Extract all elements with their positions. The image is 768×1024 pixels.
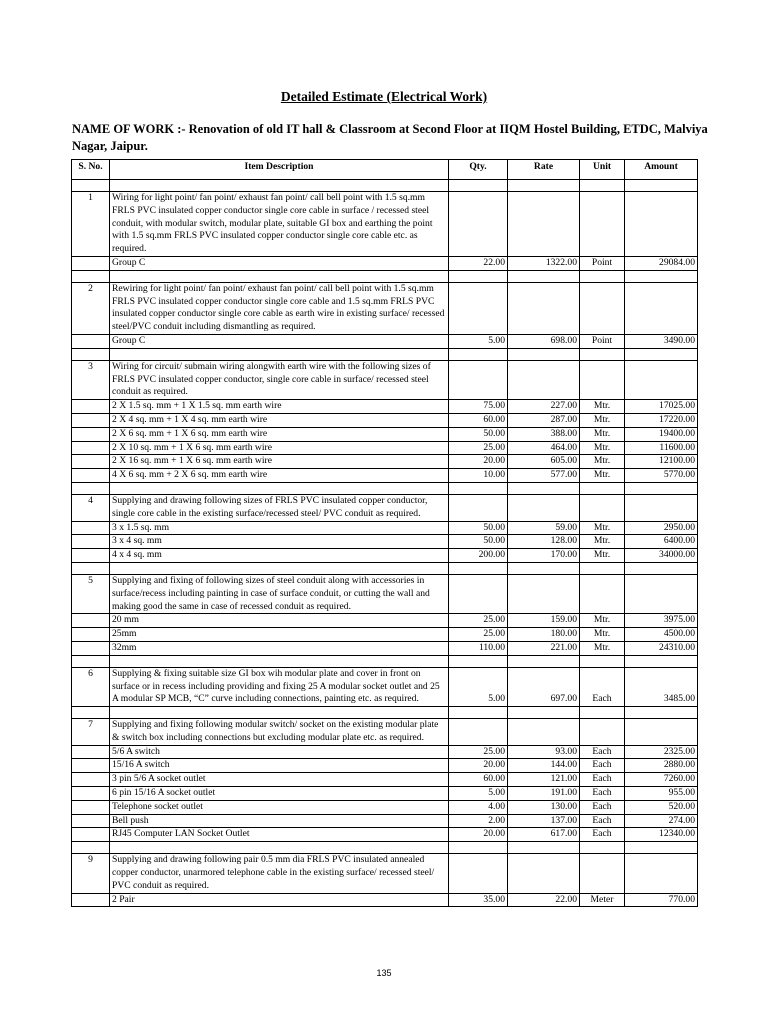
empty-cell	[449, 494, 508, 521]
sub-item-unit: Mtr.	[580, 521, 625, 535]
spacer-cell	[580, 655, 625, 667]
spacer-cell	[110, 707, 449, 719]
sub-item-row	[72, 787, 698, 801]
spacer-cell	[580, 270, 625, 282]
sub-item-qty: 50.00	[449, 427, 508, 441]
spacer-row	[72, 348, 698, 360]
sub-item-amount: 2880.00	[625, 759, 698, 773]
empty-cell	[580, 574, 625, 613]
spacer-cell	[580, 562, 625, 574]
spacer-cell	[449, 180, 508, 192]
sub-item-description: Group C	[110, 334, 449, 348]
item-sno: 4	[72, 494, 110, 521]
sub-item-unit: Mtr.	[580, 641, 625, 655]
sub-item-sno	[72, 455, 110, 469]
sub-item-amount: 6400.00	[625, 535, 698, 549]
spacer-cell	[72, 270, 110, 282]
spacer-cell	[110, 562, 449, 574]
sub-item-sno	[72, 535, 110, 549]
header-qty: Qty.	[449, 160, 508, 180]
sub-item-row	[72, 413, 698, 427]
sub-item-rate: 388.00	[508, 427, 580, 441]
spacer-cell	[580, 482, 625, 494]
sub-item-row	[72, 549, 698, 563]
sub-item-row	[72, 400, 698, 414]
header-rate: Rate	[508, 160, 580, 180]
empty-cell	[449, 854, 508, 893]
sub-item-sno	[72, 773, 110, 787]
header-item-description: Item Description	[110, 160, 449, 180]
sub-item-rate: 93.00	[508, 745, 580, 759]
sub-item-description: 25mm	[110, 628, 449, 642]
spacer-cell	[110, 180, 449, 192]
spacer-cell	[449, 482, 508, 494]
item-description: Supplying and drawing following sizes of FRLS PVC insulated copper conductor, single core cable in the existing surface/recessed steel/ PVC conduit as required.	[110, 494, 449, 521]
sub-item-description: 3 pin 5/6 A socket outlet	[110, 773, 449, 787]
sub-item-qty: 2.00	[449, 814, 508, 828]
sub-item-row	[72, 628, 698, 642]
item-description: Rewiring for light point/ fan point/ exhaust fan point/ call bell point with 1.5 sq.mm FRLS PVC insulated copper conductor single core cable and 1.5 sq.mm FRLS PVC insulated copper conductor single core cable as earth wire in existing surface/ recessed steel/PVC conduit including dismantling as required.	[110, 282, 449, 334]
sub-item-unit: Mtr.	[580, 400, 625, 414]
sub-item-description: 6 pin 15/16 A socket outlet	[110, 787, 449, 801]
sub-item-unit: Mtr.	[580, 549, 625, 563]
spacer-row	[72, 180, 698, 192]
sub-item-amount: 12100.00	[625, 455, 698, 469]
item-sno: 7	[72, 719, 110, 746]
sub-item-description: Bell push	[110, 814, 449, 828]
sub-item-sno	[72, 641, 110, 655]
sub-item-amount: 2950.00	[625, 521, 698, 535]
sub-item-amount: 12340.00	[625, 828, 698, 842]
item-row	[72, 719, 698, 746]
spacer-row	[72, 270, 698, 282]
empty-cell	[580, 192, 625, 257]
item-description: Supplying and fixing following modular switch/ socket on the existing modular plate & switch box including connections but excluding modular plate etc. as required.	[110, 719, 449, 746]
sub-item-rate: 170.00	[508, 549, 580, 563]
spacer-cell	[580, 842, 625, 854]
sub-item-sno	[72, 256, 110, 270]
sub-item-description: 20 mm	[110, 614, 449, 628]
sub-item-amount: 4500.00	[625, 628, 698, 642]
sub-item-rate: 577.00	[508, 469, 580, 483]
spacer-cell	[110, 842, 449, 854]
sub-item-qty: 20.00	[449, 759, 508, 773]
sub-item-qty: 200.00	[449, 549, 508, 563]
empty-cell	[508, 494, 580, 521]
item-description: Wiring for circuit/ submain wiring alongwith earth wire with the following sizes of FRLS PVC insulated copper conductor, single core cable in surface/ recessed steel conduit as required.	[110, 360, 449, 399]
empty-cell	[508, 282, 580, 334]
item-sno: 1	[72, 192, 110, 257]
spacer-cell	[508, 562, 580, 574]
item-row	[72, 282, 698, 334]
sub-item-row	[72, 828, 698, 842]
name-of-work: NAME OF WORK :- Renovation of old IT hall & Classroom at Second Floor at IIQM Hostel Building, ETDC, Malviya Nagar, Jaipur.	[72, 122, 708, 153]
sub-item-unit: Mtr.	[580, 427, 625, 441]
sub-item-sno	[72, 800, 110, 814]
sub-item-amount: 24310.00	[625, 641, 698, 655]
item-description: Supplying and drawing following pair 0.5 mm dia FRLS PVC insulated annealed copper conductor, unarmored telephone cable in the existing surface/ recessed steel/ PVC conduit as required.	[110, 854, 449, 893]
sub-item-unit: Each	[580, 787, 625, 801]
sub-item-amount: 955.00	[625, 787, 698, 801]
sub-item-unit: Meter	[580, 893, 625, 907]
sub-item-unit: Each	[580, 828, 625, 842]
item-sno: 3	[72, 360, 110, 399]
sub-item-row	[72, 759, 698, 773]
sub-item-description: 2 X 10 sq. mm + 1 X 6 sq. mm earth wire	[110, 441, 449, 455]
sub-item-row	[72, 745, 698, 759]
spacer-cell	[625, 562, 698, 574]
spacer-row	[72, 707, 698, 719]
sub-item-rate: 617.00	[508, 828, 580, 842]
spacer-row	[72, 655, 698, 667]
item-unit: Each	[580, 667, 625, 706]
empty-cell	[508, 192, 580, 257]
sub-item-rate: 59.00	[508, 521, 580, 535]
sub-item-amount: 19400.00	[625, 427, 698, 441]
item-sno: 9	[72, 854, 110, 893]
spacer-cell	[508, 707, 580, 719]
empty-cell	[449, 282, 508, 334]
page-title: Detailed Estimate (Electrical Work)	[280, 89, 488, 104]
sub-item-rate: 137.00	[508, 814, 580, 828]
sub-item-description: Group C	[110, 256, 449, 270]
item-row	[72, 854, 698, 893]
empty-cell	[508, 574, 580, 613]
empty-cell	[625, 494, 698, 521]
spacer-cell	[508, 180, 580, 192]
sub-item-amount: 11600.00	[625, 441, 698, 455]
sub-item-sno	[72, 745, 110, 759]
item-row	[72, 192, 698, 257]
sub-item-amount: 17025.00	[625, 400, 698, 414]
empty-cell	[625, 719, 698, 746]
spacer-cell	[72, 562, 110, 574]
spacer-cell	[72, 180, 110, 192]
empty-cell	[580, 854, 625, 893]
sub-item-description: 2 X 16 sq. mm + 1 X 6 sq. mm earth wire	[110, 455, 449, 469]
sub-item-amount: 34000.00	[625, 549, 698, 563]
sub-item-unit: Each	[580, 800, 625, 814]
sub-item-row	[72, 455, 698, 469]
sub-item-sno	[72, 469, 110, 483]
sub-item-row	[72, 427, 698, 441]
sub-item-sno	[72, 787, 110, 801]
spacer-cell	[72, 842, 110, 854]
sub-item-rate: 221.00	[508, 641, 580, 655]
sub-item-rate: 22.00	[508, 893, 580, 907]
sub-item-rate: 1322.00	[508, 256, 580, 270]
sub-item-sno	[72, 521, 110, 535]
sub-item-qty: 20.00	[449, 455, 508, 469]
empty-cell	[625, 854, 698, 893]
item-sno: 2	[72, 282, 110, 334]
sub-item-rate: 605.00	[508, 455, 580, 469]
sub-item-unit: Each	[580, 759, 625, 773]
empty-cell	[625, 192, 698, 257]
sub-item-unit: Mtr.	[580, 535, 625, 549]
spacer-cell	[72, 482, 110, 494]
sub-item-qty: 25.00	[449, 745, 508, 759]
sub-item-unit: Point	[580, 334, 625, 348]
spacer-cell	[449, 348, 508, 360]
sub-item-rate: 128.00	[508, 535, 580, 549]
sub-item-qty: 60.00	[449, 773, 508, 787]
sub-item-description: RJ45 Computer LAN Socket Outlet	[110, 828, 449, 842]
item-row	[72, 574, 698, 613]
sub-item-qty: 25.00	[449, 441, 508, 455]
spacer-cell	[625, 707, 698, 719]
item-qty: 5.00	[449, 667, 508, 706]
sub-item-row	[72, 800, 698, 814]
item-amount: 3485.00	[625, 667, 698, 706]
sub-item-row	[72, 256, 698, 270]
table-header-row	[72, 160, 698, 180]
empty-cell	[508, 719, 580, 746]
spacer-cell	[625, 482, 698, 494]
spacer-cell	[449, 270, 508, 282]
sub-item-qty: 25.00	[449, 628, 508, 642]
sub-item-amount: 17220.00	[625, 413, 698, 427]
item-sno: 6	[72, 667, 110, 706]
spacer-cell	[449, 707, 508, 719]
sub-item-rate: 227.00	[508, 400, 580, 414]
sub-item-row	[72, 469, 698, 483]
sub-item-amount: 7260.00	[625, 773, 698, 787]
sub-item-unit: Mtr.	[580, 441, 625, 455]
sub-item-sno	[72, 413, 110, 427]
sub-item-rate: 121.00	[508, 773, 580, 787]
spacer-row	[72, 482, 698, 494]
spacer-cell	[508, 842, 580, 854]
sub-item-qty: 5.00	[449, 334, 508, 348]
spacer-cell	[625, 655, 698, 667]
sub-item-sno	[72, 334, 110, 348]
empty-cell	[508, 360, 580, 399]
estimate-table-body	[72, 180, 698, 907]
sub-item-sno	[72, 759, 110, 773]
sub-item-rate: 144.00	[508, 759, 580, 773]
sub-item-row	[72, 814, 698, 828]
sub-item-description: 4 x 4 sq. mm	[110, 549, 449, 563]
sub-item-description: 2 Pair	[110, 893, 449, 907]
sub-item-unit: Mtr.	[580, 455, 625, 469]
item-description: Supplying and fixing of following sizes of steel conduit along with accessories in surface/recess including painting in case of surface conduit, or cutting the wall and making good the same in case of recessed conduit as required.	[110, 574, 449, 613]
empty-cell	[449, 360, 508, 399]
sub-item-qty: 60.00	[449, 413, 508, 427]
sub-item-description: 32mm	[110, 641, 449, 655]
sub-item-sno	[72, 549, 110, 563]
sub-item-amount: 3490.00	[625, 334, 698, 348]
sub-item-description: 2 X 6 sq. mm + 1 X 6 sq. mm earth wire	[110, 427, 449, 441]
sub-item-sno	[72, 427, 110, 441]
spacer-cell	[625, 180, 698, 192]
spacer-cell	[508, 655, 580, 667]
sub-item-description: 3 x 4 sq. mm	[110, 535, 449, 549]
spacer-cell	[72, 655, 110, 667]
sub-item-row	[72, 521, 698, 535]
item-row	[72, 667, 698, 706]
sub-item-row	[72, 535, 698, 549]
sub-item-row	[72, 441, 698, 455]
sub-item-sno	[72, 628, 110, 642]
sub-item-description: 15/16 A switch	[110, 759, 449, 773]
spacer-cell	[580, 180, 625, 192]
sub-item-qty: 75.00	[449, 400, 508, 414]
sub-item-unit: Mtr.	[580, 413, 625, 427]
empty-cell	[580, 494, 625, 521]
item-description: Wiring for light point/ fan point/ exhaust fan point/ call bell point with 1.5 sq.mm FRLS PVC insulated copper conductor single core cable in surface / recessed steel conduit, with modular switch, modular plate, suitable GI box and earthing the point with 1.5 sq.mm FRLS PVC insulated copper conductor single core cable etc. as required.	[110, 192, 449, 257]
sub-item-unit: Point	[580, 256, 625, 270]
estimate-table	[71, 159, 698, 907]
header-amount: Amount	[625, 160, 698, 180]
sub-item-sno	[72, 828, 110, 842]
sub-item-qty: 35.00	[449, 893, 508, 907]
spacer-cell	[449, 842, 508, 854]
empty-cell	[449, 719, 508, 746]
empty-cell	[625, 574, 698, 613]
empty-cell	[449, 192, 508, 257]
header-unit: Unit	[580, 160, 625, 180]
sub-item-description: 2 X 1.5 sq. mm + 1 X 1.5 sq. mm earth wire	[110, 400, 449, 414]
sub-item-unit: Each	[580, 814, 625, 828]
sub-item-rate: 130.00	[508, 800, 580, 814]
header-sno: S. No.	[72, 160, 110, 180]
spacer-cell	[110, 655, 449, 667]
sub-item-sno	[72, 614, 110, 628]
sub-item-row	[72, 614, 698, 628]
spacer-row	[72, 842, 698, 854]
sub-item-rate: 159.00	[508, 614, 580, 628]
spacer-cell	[625, 270, 698, 282]
sub-item-qty: 20.00	[449, 828, 508, 842]
sub-item-amount: 520.00	[625, 800, 698, 814]
empty-cell	[449, 574, 508, 613]
sub-item-sno	[72, 893, 110, 907]
sub-item-rate: 180.00	[508, 628, 580, 642]
sub-item-unit: Mtr.	[580, 469, 625, 483]
sub-item-qty: 22.00	[449, 256, 508, 270]
sub-item-sno	[72, 400, 110, 414]
spacer-cell	[72, 348, 110, 360]
sub-item-rate: 287.00	[508, 413, 580, 427]
sub-item-amount: 29084.00	[625, 256, 698, 270]
sub-item-qty: 50.00	[449, 521, 508, 535]
empty-cell	[508, 854, 580, 893]
sub-item-qty: 10.00	[449, 469, 508, 483]
sub-item-unit: Each	[580, 773, 625, 787]
sub-item-sno	[72, 814, 110, 828]
sub-item-description: 5/6 A switch	[110, 745, 449, 759]
spacer-cell	[508, 270, 580, 282]
sub-item-row	[72, 773, 698, 787]
page-number: 135	[376, 968, 392, 978]
sub-item-row	[72, 641, 698, 655]
spacer-cell	[449, 655, 508, 667]
sub-item-qty: 4.00	[449, 800, 508, 814]
item-row	[72, 494, 698, 521]
spacer-cell	[110, 482, 449, 494]
sub-item-qty: 110.00	[449, 641, 508, 655]
item-rate: 697.00	[508, 667, 580, 706]
sub-item-amount: 770.00	[625, 893, 698, 907]
sub-item-qty: 50.00	[449, 535, 508, 549]
spacer-cell	[72, 707, 110, 719]
empty-cell	[580, 719, 625, 746]
sub-item-unit: Mtr.	[580, 628, 625, 642]
sub-item-rate: 464.00	[508, 441, 580, 455]
empty-cell	[625, 360, 698, 399]
sub-item-amount: 2325.00	[625, 745, 698, 759]
spacer-cell	[625, 842, 698, 854]
spacer-cell	[580, 707, 625, 719]
sub-item-unit: Each	[580, 745, 625, 759]
sub-item-qty: 25.00	[449, 614, 508, 628]
sub-item-rate: 698.00	[508, 334, 580, 348]
empty-cell	[580, 360, 625, 399]
item-sno: 5	[72, 574, 110, 613]
empty-cell	[625, 282, 698, 334]
sub-item-amount: 5770.00	[625, 469, 698, 483]
spacer-cell	[110, 348, 449, 360]
sub-item-row	[72, 893, 698, 907]
sub-item-qty: 5.00	[449, 787, 508, 801]
item-row	[72, 360, 698, 399]
sub-item-amount: 274.00	[625, 814, 698, 828]
spacer-cell	[449, 562, 508, 574]
spacer-cell	[110, 270, 449, 282]
spacer-row	[72, 562, 698, 574]
sub-item-sno	[72, 441, 110, 455]
sub-item-unit: Mtr.	[580, 614, 625, 628]
spacer-cell	[508, 348, 580, 360]
spacer-cell	[508, 482, 580, 494]
sub-item-rate: 191.00	[508, 787, 580, 801]
item-description: Supplying & fixing suitable size GI box wih modular plate and cover in front on surface or in recess including providing and fixing 25 A modular socket outlet and 25 A modular SP MCB, “C” curve including connections, painting etc. as required.	[110, 667, 449, 706]
sub-item-description: Telephone socket outlet	[110, 800, 449, 814]
sub-item-description: 3 x 1.5 sq. mm	[110, 521, 449, 535]
spacer-cell	[580, 348, 625, 360]
sub-item-row	[72, 334, 698, 348]
sub-item-description: 2 X 4 sq. mm + 1 X 4 sq. mm earth wire	[110, 413, 449, 427]
spacer-cell	[625, 348, 698, 360]
sub-item-amount: 3975.00	[625, 614, 698, 628]
sub-item-description: 4 X 6 sq. mm + 2 X 6 sq. mm earth wire	[110, 469, 449, 483]
empty-cell	[580, 282, 625, 334]
